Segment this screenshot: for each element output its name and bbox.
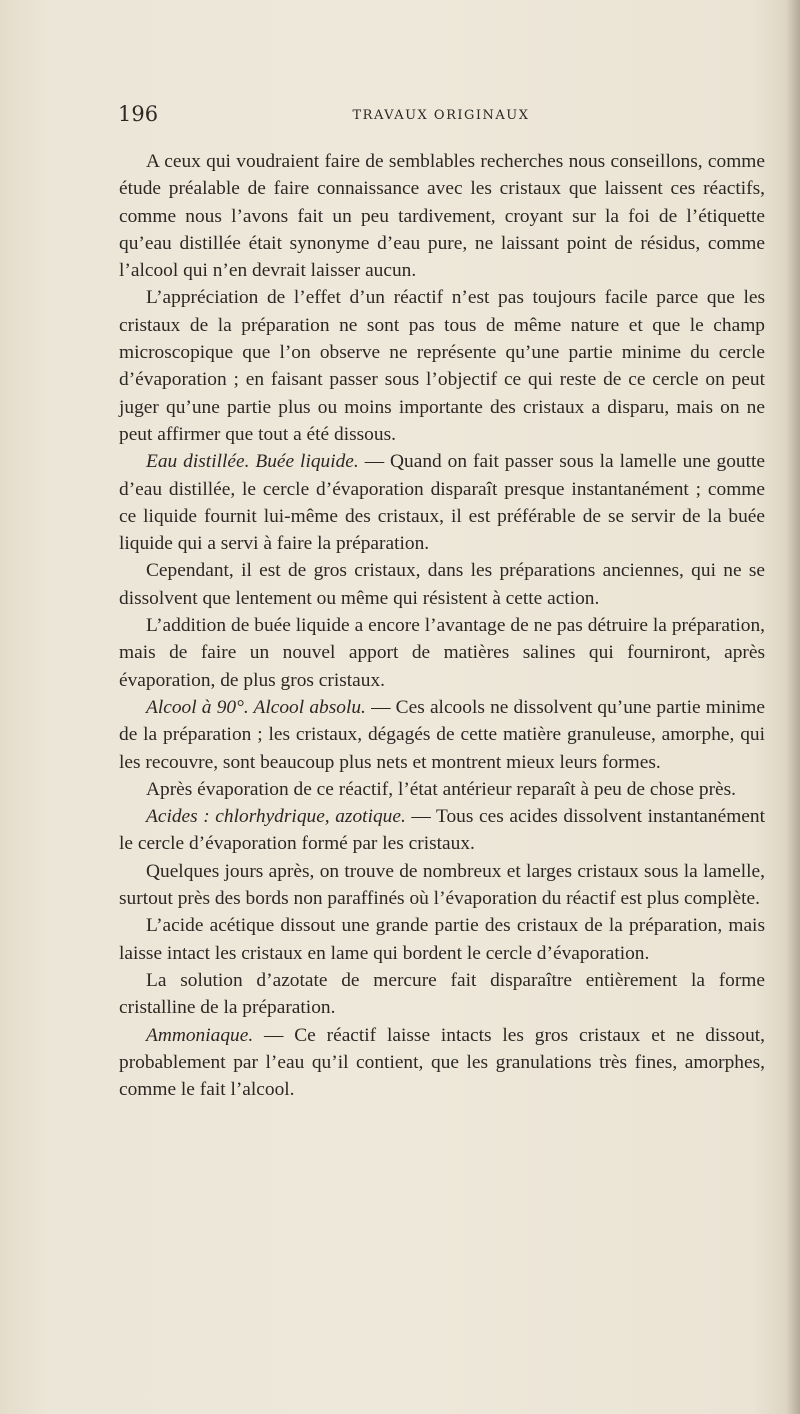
paragraph: Cependant, il est de gros cristaux, dans les préparations anciennes, qui ne se dissolvent que lentement ou même qui résistent à cette action. xyxy=(119,560,765,609)
paragraph: Acides : chlorhydrique, azotique. — Tous ces acides dissolvent instantanément le cercle d’évaporation formé par les cristaux. xyxy=(119,806,765,855)
paragraph: La solution d’azotate de mercure fait disparaître entièrement la forme cristalline de la préparation. xyxy=(119,969,765,1019)
section-heading: Acides : chlorhydrique, azotique. xyxy=(146,806,406,828)
paragraph: Alcool à 90°. Alcool absolu. — Ces alcools ne dissolvent qu’une partie minime de la préparation ; les cristaux, dégagés de cette matière granuleuse, amorphe, qui les recouvre, sont beaucoup plus nets et montrent mieux leurs formes. xyxy=(119,696,765,773)
paragraph: L’acide acétique dissout une grande partie des cristaux de la préparation, mais laisse intact les cristaux en lame qui bordent le cercle d’évaporation. xyxy=(119,915,765,964)
section-heading: Eau distillée. Buée liquide. xyxy=(146,451,359,473)
page-header xyxy=(118,102,764,132)
section-heading: Ammoniaque. xyxy=(146,1024,254,1046)
paragraph: Eau distillée. Buée liquide. — Quand on fait passer sous la lamelle une goutte d’eau distillée, le cercle d’évaporation disparaît presque instantanément ; comme ce liquide fournit lui-même des cristaux, il est préférable de se servir de la buée liquide qui a servi à faire la préparation. xyxy=(119,451,765,555)
section-heading: Alcool à 90°. Alcool absolu. xyxy=(146,696,366,718)
paragraph: L’addition de buée liquide a encore l’avantage de ne pas détruire la préparation, mais de faire un nouvel apport de matières salines qui fourniront, après évaporation, de plus gros cristaux. xyxy=(119,615,765,691)
paragraph: Ammoniaque. — Ce réactif laisse intacts les gros cristaux et ne dissout, probablement par l’eau qu’il contient, que les granulations très fines, amorphes, comme le fait l’alcool. xyxy=(119,1024,765,1101)
page-edge-shadow xyxy=(786,0,800,1414)
page-number: 196 xyxy=(118,102,159,126)
paragraph: L’appréciation de l’effet d’un réactif n’est pas toujours facile parce que les cristaux de la préparation ne sont pas tous de même nature et que le champ microscopique que l’on observe ne représente qu’une partie minime du cercle d’évaporation ; en faisant passer sous l’objectif ce qui reste de ce cercle on peut juger qu’une partie plus ou moins importante des cristaux a disparu, mais on ne peut affirmer que tout a été dissous. xyxy=(119,287,765,445)
paragraph: Quelques jours après, on trouve de nombreux et larges cristaux sous la lamelle, surtout près des bords non paraffinés où l’évaporation du réactif est plus complète. xyxy=(119,860,765,910)
body-text xyxy=(119,148,765,1103)
paragraph: A ceux qui voudraient faire de semblables recherches nous conseillons, comme étude préalable de faire connaissance avec les cristaux que laissent ces réactifs, comme nous l’avons fait un peu tardivement, croyant sur la foi de l’étiquette qu’eau distillée était synonyme d’eau pure, ne laissant point de résidus, comme l’alcool qui n’en devrait laisser aucun. xyxy=(119,151,765,282)
running-head: TRAVAUX ORIGINAUX xyxy=(352,108,530,123)
paragraph: Après évaporation de ce réactif, l’état antérieur reparaît à peu de chose près. xyxy=(146,778,737,800)
